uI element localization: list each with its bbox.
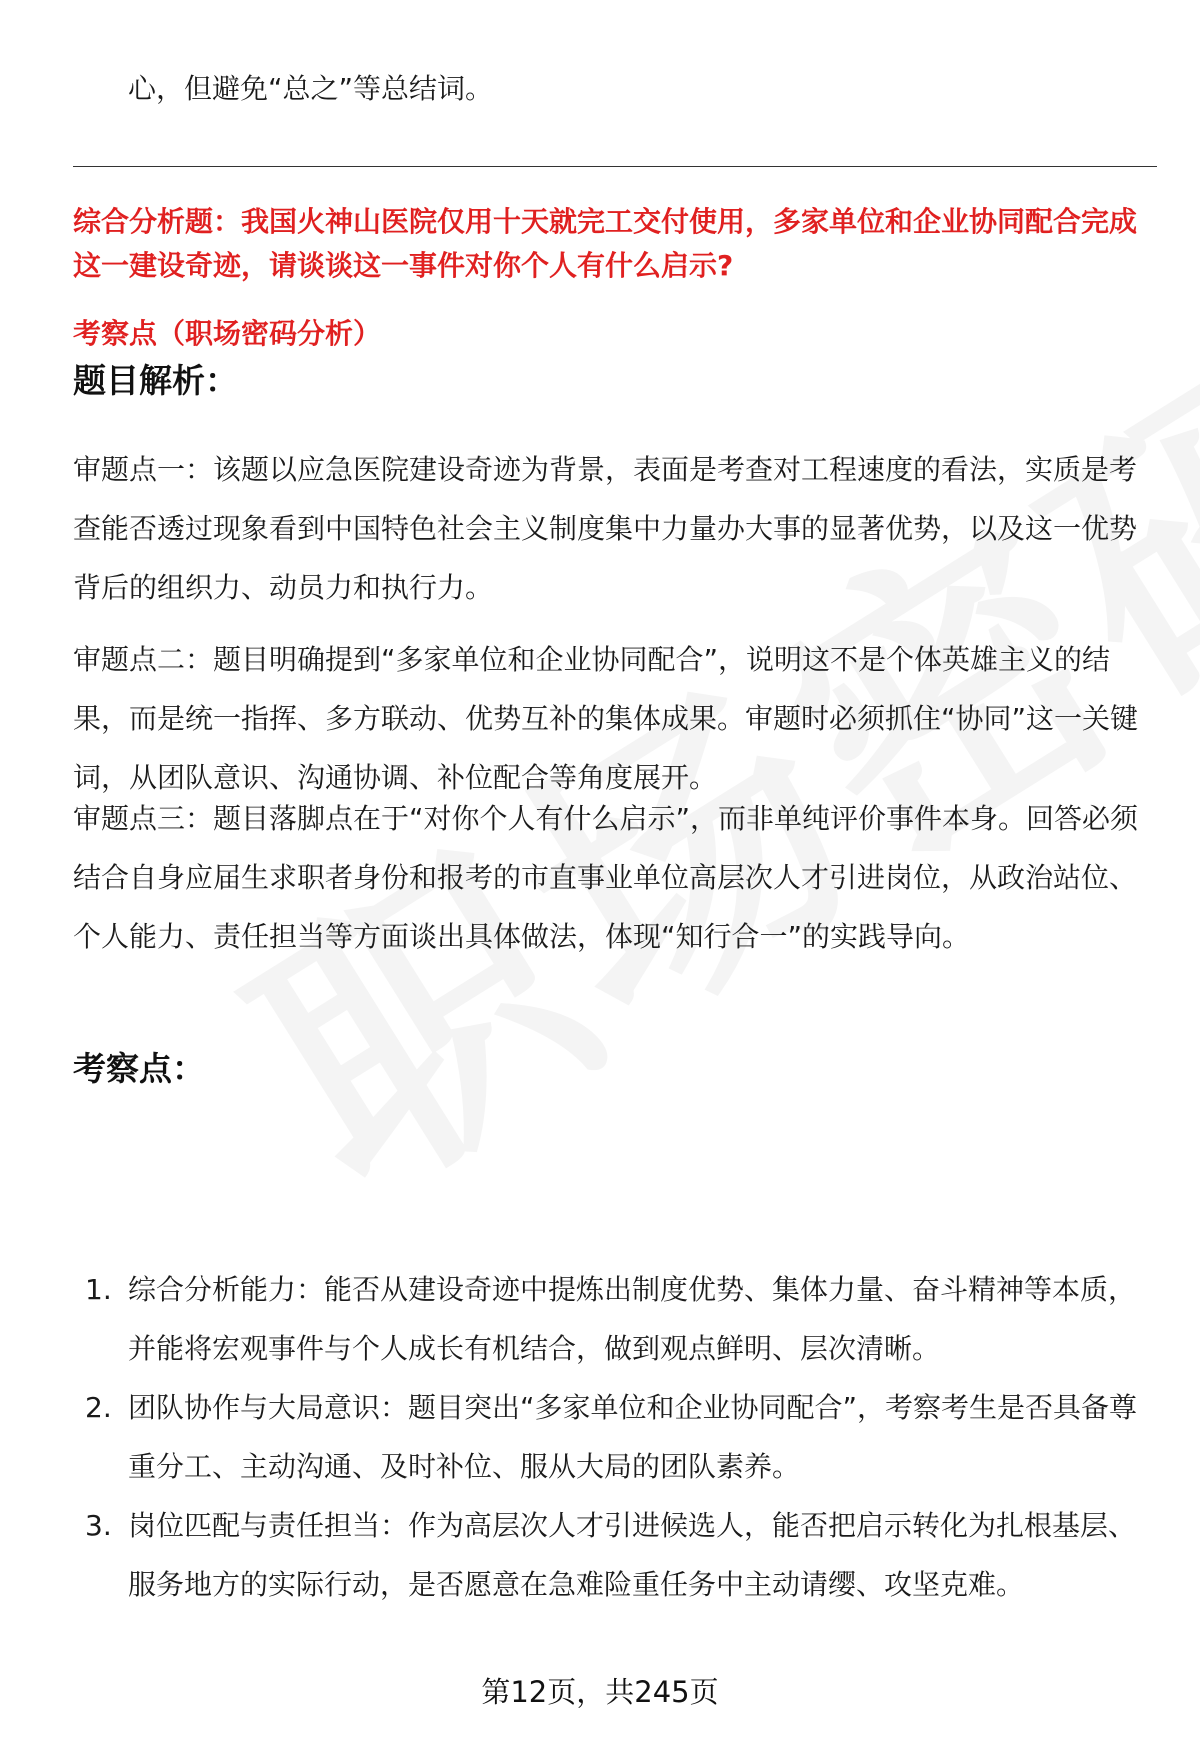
analysis-paragraph-1: 审题点一：该题以应急医院建设奇迹为背景，表面是考查对工程速度的看法，实质是考查能否透过现象看到中国特色社会主义制度集中力量办大事的显著优势，以及这一优势背后的组织力、动员力和执行力。 bbox=[73, 453, 1138, 604]
continuation-line: 心，但避免“总之”等总结词。 bbox=[128, 72, 494, 105]
analysis-paragraph-2: 审题点二：题目明确提到“多家单位和企业协同配合”，说明这不是个体英雄主义的结果，而是统一指挥、多方联动、优势互补的集体成果。审题时必须抓住“协同”这一关键词，从团队意识、沟通协调、补位配合等角度展开。 bbox=[73, 643, 1139, 794]
list-text: 综合分析能力：能否从建设奇迹中提炼出制度优势、集体力量、奋斗精神等本质，并能将宏观事件与个人成长有机结合，做到观点鲜明、层次清晰。 bbox=[128, 1273, 1137, 1365]
list-number: 3. bbox=[85, 1509, 112, 1542]
list-text: 团队协作与大局意识：题目突出“多家单位和企业协同配合”，考察考生是否具备尊重分工、主动沟通、及时补位、服从大局的团队素养。 bbox=[128, 1391, 1138, 1483]
points-list bbox=[73, 1260, 1163, 1614]
analysis-paragraph-3: 审题点三：题目落脚点在于“对你个人有什么启示”，而非单纯评价事件本身。回答必须结合自身应届生求职者身份和报考的市直事业单位高层次人才引进岗位，从政治站位、个人能力、责任担当等方面谈出具体做法，体现“知行合一”的实践导向。 bbox=[73, 802, 1139, 953]
analysis-heading: 题目解析： bbox=[73, 361, 238, 400]
source-note: 考察点（职场密码分析） bbox=[73, 317, 382, 350]
list-text: 岗位匹配与责任担当：作为高层次人才引进候选人，能否把启示转化为扎根基层、服务地方的实际行动，是否愿意在急难险重任务中主动请缨、攻坚克难。 bbox=[128, 1509, 1137, 1601]
points-heading: 考察点： bbox=[73, 1049, 205, 1088]
page-number: 第12页，共245页 bbox=[481, 1675, 719, 1709]
list-number: 2. bbox=[85, 1391, 112, 1424]
question-title: 综合分析题：我国火神山医院仅用十天就完工交付使用，多家单位和企业协同配合完成这一建设奇迹，请谈谈这一事件对你个人有什么启示? bbox=[73, 205, 1138, 282]
list-item bbox=[73, 1496, 1163, 1614]
section-divider bbox=[73, 166, 1157, 167]
list-item bbox=[73, 1378, 1163, 1496]
list-item bbox=[73, 1260, 1163, 1378]
list-number: 1. bbox=[85, 1273, 112, 1306]
